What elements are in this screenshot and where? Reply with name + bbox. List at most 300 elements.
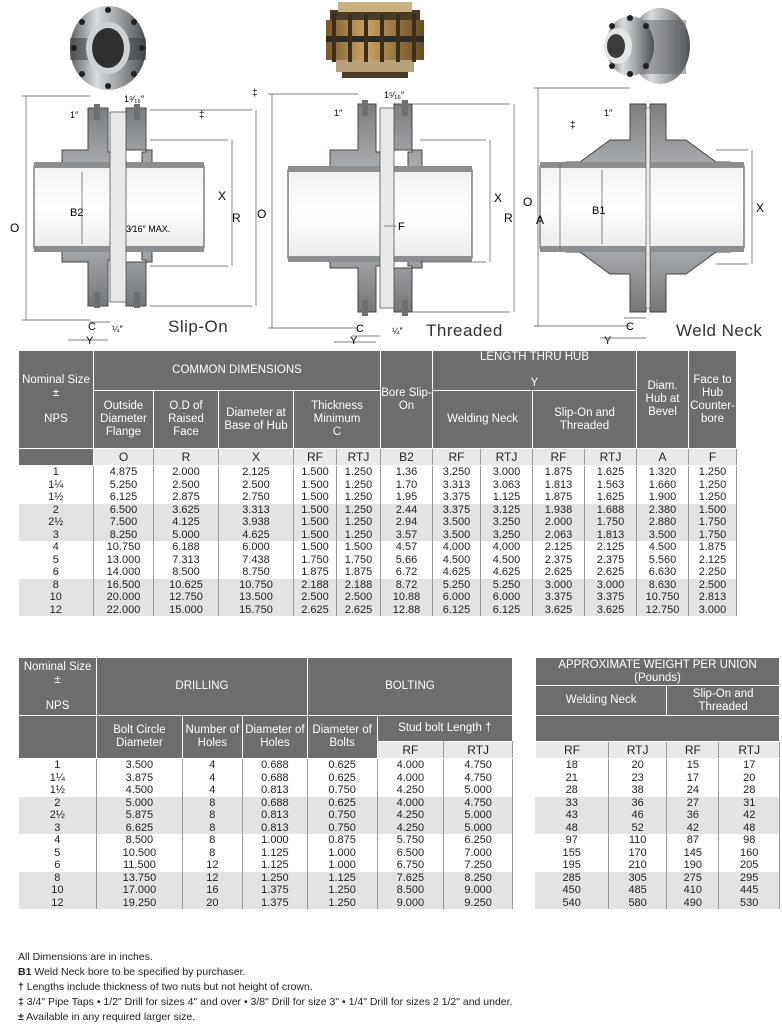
- table-cell: 13.500: [219, 591, 294, 604]
- table-cell: 6.750: [377, 859, 444, 872]
- table-cell: 210: [608, 859, 666, 872]
- table-cell: 4.000: [377, 797, 444, 810]
- table-cell: 87: [667, 834, 719, 847]
- table-cell: 36: [608, 797, 666, 810]
- table-cell: 3.313: [433, 479, 481, 492]
- table-row: [19, 504, 781, 517]
- table-cell: 170: [608, 847, 666, 860]
- max-gap-label: 3⁄16″ MAX.: [126, 224, 171, 234]
- nominal-size-cell: 2½: [19, 516, 94, 529]
- table-cell: 20: [182, 897, 242, 910]
- table-cell: 1.250: [337, 466, 381, 479]
- welding-neck-header: Welding Neck: [433, 391, 533, 449]
- table-cell: 5.250: [94, 479, 154, 492]
- table-cell: 10.88: [381, 591, 433, 604]
- nominal-size-cell: 1½: [19, 491, 94, 504]
- raised-face-header: O.D of Raised Face: [154, 391, 219, 449]
- dim-c-label-2: C: [356, 323, 364, 335]
- table-cell: 0.625: [307, 797, 377, 810]
- table-cell: 3.375: [533, 591, 585, 604]
- t1-subheader: A: [637, 449, 689, 466]
- nominal-size-cell: 1: [19, 759, 97, 772]
- table-cell: 2.44: [381, 504, 433, 517]
- table-cell: 410: [667, 884, 719, 897]
- table-cell: 1.500: [689, 504, 737, 517]
- table-cell: 12.750: [154, 591, 219, 604]
- dim-o-label-3: O: [523, 195, 533, 209]
- table-cell: 1.000: [307, 847, 377, 860]
- table-cell: 5.750: [377, 834, 444, 847]
- weight-header: APPROXIMATE WEIGHT PER UNION (Pounds): [535, 658, 779, 686]
- nominal-size-cell: 1: [19, 466, 94, 479]
- nominal-size-cell: 4: [19, 541, 94, 554]
- table-cell: 1.750: [689, 516, 737, 529]
- table-cell: 17.000: [97, 884, 182, 897]
- table-cell: 20: [608, 759, 666, 772]
- nominal-size-cell: 5: [19, 847, 97, 860]
- dim-f-label: F: [398, 221, 405, 233]
- table-cell: 1.320: [637, 466, 689, 479]
- slip-on-caption: Slip-On: [168, 317, 229, 336]
- table-cell: 2.125: [219, 466, 294, 479]
- table-cell: 1.250: [689, 491, 737, 504]
- table-cell: 1.938: [533, 504, 585, 517]
- table-row: [19, 579, 781, 592]
- table-cell: 42: [667, 822, 719, 835]
- note-units: All Dimensions are in inches.: [18, 951, 153, 963]
- pipe-tap-mark-2: ‡: [252, 88, 258, 99]
- nominal-size-cell: 1¼: [19, 772, 97, 785]
- dim-a-label: A: [536, 213, 545, 227]
- table-cell: 23: [608, 772, 666, 785]
- table-cell: 1.250: [243, 872, 308, 885]
- table-cell: 3.125: [481, 504, 533, 517]
- t1-subheader: RF: [294, 449, 337, 466]
- note-b1: B1 Weld Neck bore to be specified by purchaser.: [18, 966, 246, 978]
- dim-y-label-2: Y: [350, 335, 358, 345]
- table-cell: 4.750: [444, 772, 513, 785]
- table-cell: 4: [182, 759, 242, 772]
- table-cell: 7.250: [444, 859, 513, 872]
- table-cell: 2.000: [533, 516, 585, 529]
- table-cell: 0.813: [243, 822, 308, 835]
- table-row: [19, 897, 780, 910]
- one-inch-label-2: 1″: [334, 108, 343, 118]
- table-row: [19, 479, 781, 492]
- table-cell: 12.88: [381, 604, 433, 617]
- table-row: [19, 809, 780, 822]
- table-cell: 43: [535, 809, 608, 822]
- nominal-size-header-2: Nominal Size ± NPS: [19, 658, 97, 716]
- dim-x-label: X: [218, 189, 227, 203]
- table-cell: 3.000: [481, 466, 533, 479]
- table-cell: 0.750: [307, 784, 377, 797]
- length-thru-hub-header: LENGTH THRU HUB Y: [433, 351, 637, 391]
- table-cell: 2.500: [689, 579, 737, 592]
- table-cell: 1.95: [381, 491, 433, 504]
- table-cell: 6.500: [377, 847, 444, 860]
- table-cell: 2.625: [533, 566, 585, 579]
- table-row: [19, 604, 781, 617]
- slip-on-drawing: [10, 94, 256, 345]
- table-cell: 0.813: [243, 784, 308, 797]
- table-cell: 8: [182, 834, 242, 847]
- diameter-bolts-header: Diameter of Bolts: [307, 716, 377, 759]
- table-cell: 1.500: [294, 491, 337, 504]
- nominal-size-cell: 1¼: [19, 479, 94, 492]
- table-cell: 1.375: [243, 897, 308, 910]
- table-cell: 3.938: [219, 516, 294, 529]
- table-cell: 48: [719, 822, 780, 835]
- table-cell: 530: [719, 897, 780, 910]
- table-cell: 10.625: [154, 579, 219, 592]
- outside-diameter-header: Outside Diameter Flange: [94, 391, 154, 449]
- threaded-caption: Threaded: [426, 321, 503, 340]
- table-row: [19, 784, 780, 797]
- dim-b1-label: B1: [592, 205, 606, 217]
- table-cell: 485: [608, 884, 666, 897]
- table-cell: 2.625: [585, 566, 637, 579]
- table-cell: 1.563: [585, 479, 637, 492]
- nominal-size-cell: 8: [19, 872, 97, 885]
- table-cell: 98: [719, 834, 780, 847]
- drilling-header: DRILLING: [97, 658, 308, 716]
- table-cell: 3.500: [637, 529, 689, 542]
- table-cell: 0.875: [307, 834, 377, 847]
- table-cell: 1.625: [585, 466, 637, 479]
- flange-drawings: [0, 0, 782, 345]
- table-cell: 11.500: [97, 859, 182, 872]
- table-cell: 3.625: [585, 604, 637, 617]
- table-cell: 2.375: [585, 554, 637, 567]
- table-cell: 1.750: [294, 554, 337, 567]
- table-cell: 160: [719, 847, 780, 860]
- table-row: [19, 822, 780, 835]
- table-cell: 2.380: [637, 504, 689, 517]
- table-cell: 2.880: [637, 516, 689, 529]
- table-cell: 1.500: [294, 516, 337, 529]
- table-cell: 4.250: [377, 809, 444, 822]
- table-cell: 3.375: [433, 491, 481, 504]
- nominal-size-cell: 10: [19, 884, 97, 897]
- note-double-dagger: ‡ 3/4" Pipe Taps • 1/2" Drill for sizes 4" and over • 3/8" Drill for size 3" • 1/4" Drill for sizes 2 1/2" and under.: [18, 996, 513, 1008]
- table-cell: 2.625: [294, 604, 337, 617]
- table-cell: 10.750: [94, 541, 154, 554]
- blank-subheader: [19, 449, 94, 466]
- table-cell: 2.250: [689, 566, 737, 579]
- table-cell: 6.125: [433, 604, 481, 617]
- table-cell: 4.875: [94, 466, 154, 479]
- top-dim-label: 1⁵⁄₁₆″: [124, 94, 145, 104]
- table-cell: 145: [667, 847, 719, 860]
- table-cell: 15.750: [219, 604, 294, 617]
- common-dimensions-header: COMMON DIMENSIONS: [94, 351, 381, 391]
- table-cell: 46: [608, 809, 666, 822]
- table-cell: 5.000: [97, 797, 182, 810]
- table-cell: 5.560: [637, 554, 689, 567]
- table-cell: 9.000: [444, 884, 513, 897]
- table-cell: 1.125: [307, 872, 377, 885]
- table-cell: 1.875: [689, 541, 737, 554]
- table-cell: 36: [667, 809, 719, 822]
- t1-subheader: X: [219, 449, 294, 466]
- table-cell: 9.000: [377, 897, 444, 910]
- table-cell: 3.063: [481, 479, 533, 492]
- table-cell: 16.500: [94, 579, 154, 592]
- table-cell: 4.750: [444, 759, 513, 772]
- table-cell: 1.500: [294, 541, 337, 554]
- table-cell: 3.375: [585, 591, 637, 604]
- table-cell: 3.250: [481, 529, 533, 542]
- table-cell: 10.750: [219, 579, 294, 592]
- dim-c-label: C: [88, 321, 96, 333]
- dim-o-label-2: O: [257, 207, 267, 221]
- table-cell: 1.250: [689, 466, 737, 479]
- table-cell: 1.750: [585, 516, 637, 529]
- table-cell: 6.000: [219, 541, 294, 554]
- nominal-size-cell: 12: [19, 604, 94, 617]
- table-cell: 2.875: [154, 491, 219, 504]
- table-cell: 3.250: [481, 516, 533, 529]
- table-cell: 8.250: [94, 529, 154, 542]
- table-cell: 8.750: [219, 566, 294, 579]
- table-row: [19, 516, 781, 529]
- table-cell: 0.625: [307, 759, 377, 772]
- table-cell: 1.36: [381, 466, 433, 479]
- table-cell: 3.000: [689, 604, 737, 617]
- table-cell: 5.66: [381, 554, 433, 567]
- table-cell: 8.500: [377, 884, 444, 897]
- table-cell: 1.250: [337, 479, 381, 492]
- top-dim-label-2: 1⁵⁄₁₆″: [384, 90, 405, 100]
- table-cell: 4.625: [481, 566, 533, 579]
- bolting-header: BOLTING: [307, 658, 512, 716]
- table-cell: 4.625: [219, 529, 294, 542]
- t1-subheader: B2: [381, 449, 433, 466]
- table-cell: 580: [608, 897, 666, 910]
- table-cell: 12: [182, 872, 242, 885]
- table-cell: 2.500: [337, 591, 381, 604]
- table-cell: 0.688: [243, 772, 308, 785]
- table-cell: 8: [182, 809, 242, 822]
- table-cell: 1.813: [585, 529, 637, 542]
- thickness-header: Thickness Minimum C: [294, 391, 381, 449]
- drilling-bolting-table: [18, 657, 780, 909]
- table-cell: 8: [182, 847, 242, 860]
- table-row: [19, 491, 781, 504]
- table-cell: 3.000: [585, 579, 637, 592]
- table-cell: 31: [719, 797, 780, 810]
- table-cell: 110: [608, 834, 666, 847]
- table-cell: 18: [535, 759, 608, 772]
- diameter-holes-header: Diameter of Holes: [243, 716, 308, 759]
- table-cell: 9.250: [444, 897, 513, 910]
- table-cell: 3.375: [433, 504, 481, 517]
- pipe-tap-mark-3: ‡: [570, 120, 576, 131]
- table-cell: 2.188: [337, 579, 381, 592]
- table-cell: 52: [608, 822, 666, 835]
- table-cell: 2.188: [294, 579, 337, 592]
- nominal-size-cell: 3: [19, 822, 97, 835]
- table-cell: 6.125: [481, 604, 533, 617]
- table-cell: 4.500: [481, 554, 533, 567]
- table-cell: 4.000: [481, 541, 533, 554]
- table-cell: 1.875: [533, 466, 585, 479]
- table-cell: 445: [719, 884, 780, 897]
- dim-y-label-3: Y: [604, 335, 612, 345]
- table-cell: 38: [608, 784, 666, 797]
- table-cell: 5.000: [444, 822, 513, 835]
- pipe-tap-mark: ‡: [199, 110, 205, 121]
- quarter-label: ¼″: [112, 324, 123, 334]
- note-plus-minus: ± Available in any required larger size.: [18, 1011, 196, 1023]
- table-cell: 6.000: [433, 591, 481, 604]
- table-cell: 5.000: [444, 784, 513, 797]
- table-cell: 5.000: [444, 809, 513, 822]
- table-cell: 3.313: [219, 504, 294, 517]
- table-cell: 1.900: [637, 491, 689, 504]
- table-cell: 1.250: [337, 529, 381, 542]
- t2-subheader: RF: [535, 742, 608, 759]
- dim-b2-label: B2: [70, 207, 84, 219]
- table-cell: 4.500: [637, 541, 689, 554]
- table-cell: 7.313: [154, 554, 219, 567]
- table-cell: 4.125: [154, 516, 219, 529]
- table-cell: 2.125: [533, 541, 585, 554]
- diam-hub-header: Diam. Hub at Bevel: [637, 351, 689, 449]
- dim-x-label-2: X: [494, 191, 503, 205]
- quarter-label-2: ¼″: [392, 326, 403, 336]
- table-cell: 2.94: [381, 516, 433, 529]
- footnotes: [18, 950, 778, 1025]
- table-cell: 155: [535, 847, 608, 860]
- table-cell: 3.625: [154, 504, 219, 517]
- t1-subheader: R: [154, 449, 219, 466]
- slip-on-threaded-header: Slip-On and Threaded: [533, 391, 637, 449]
- table-cell: 7.625: [377, 872, 444, 885]
- common-dimensions-table: [18, 350, 781, 616]
- threaded-drawing: [252, 88, 514, 345]
- wn-weight-header: Welding Neck: [535, 686, 666, 716]
- table-cell: 1.250: [307, 897, 377, 910]
- table-cell: 1.500: [294, 479, 337, 492]
- table-cell: 1.375: [243, 884, 308, 897]
- bolt-circle-header: Bolt Circle Diameter: [97, 716, 182, 759]
- nominal-size-header: Nominal Size ± NPS: [19, 351, 94, 449]
- table-cell: 1.750: [337, 554, 381, 567]
- table-cell: 19.250: [97, 897, 182, 910]
- face-to-hub-header: Face to Hub Counter-bore: [689, 351, 737, 449]
- table-cell: 6.72: [381, 566, 433, 579]
- dim-c-label-3: C: [626, 321, 634, 333]
- table-cell: 0.688: [243, 759, 308, 772]
- table-cell: 13.000: [94, 554, 154, 567]
- table-cell: 3.500: [433, 516, 481, 529]
- table-cell: 2.625: [337, 604, 381, 617]
- table-cell: 450: [535, 884, 608, 897]
- table-cell: 285: [535, 872, 608, 885]
- table-cell: 8.500: [97, 834, 182, 847]
- table-cell: 1.500: [294, 466, 337, 479]
- table-cell: 16: [182, 884, 242, 897]
- table-cell: 540: [535, 897, 608, 910]
- table-cell: 4: [182, 784, 242, 797]
- table-cell: 4.625: [433, 566, 481, 579]
- weld-neck-drawing: [523, 88, 764, 345]
- table-cell: 4.500: [97, 784, 182, 797]
- table-cell: 48: [535, 822, 608, 835]
- table-cell: 15.000: [154, 604, 219, 617]
- nominal-size-cell: 6: [19, 566, 94, 579]
- table-cell: 3.500: [97, 759, 182, 772]
- table-cell: 13.750: [97, 872, 182, 885]
- table-cell: 2.125: [585, 541, 637, 554]
- table-cell: 8.72: [381, 579, 433, 592]
- t1-subheader: RTJ: [337, 449, 381, 466]
- note-dagger: † Lengths include thickness of two nuts but not height of crown.: [18, 981, 313, 993]
- table-cell: 7.438: [219, 554, 294, 567]
- table-cell: 1.500: [337, 541, 381, 554]
- table-cell: 20.000: [94, 591, 154, 604]
- table-row: [19, 759, 780, 772]
- table-row: [19, 772, 780, 785]
- nominal-size-cell: 6: [19, 859, 97, 872]
- nominal-size-cell: 10: [19, 591, 94, 604]
- table-cell: 1.813: [533, 479, 585, 492]
- table-cell: 0.625: [307, 772, 377, 785]
- table-cell: 2.125: [689, 554, 737, 567]
- t2-subheader: RTJ: [444, 742, 513, 759]
- table-cell: 1.688: [585, 504, 637, 517]
- table-cell: 190: [667, 859, 719, 872]
- table-cell: 4.250: [377, 822, 444, 835]
- t1-subheader: RTJ: [481, 449, 533, 466]
- table-cell: 5.250: [433, 579, 481, 592]
- table-cell: 4.750: [444, 797, 513, 810]
- table-cell: 1.875: [294, 566, 337, 579]
- table-cell: 3.625: [533, 604, 585, 617]
- table-cell: 490: [667, 897, 719, 910]
- table-cell: 1.125: [243, 859, 308, 872]
- dim-r-label-2: R: [504, 211, 513, 225]
- one-inch-label-3: 1″: [604, 108, 613, 118]
- table-cell: 2.750: [219, 491, 294, 504]
- nominal-size-cell: 3: [19, 529, 94, 542]
- table-cell: 10.750: [637, 591, 689, 604]
- table-cell: 2.500: [294, 591, 337, 604]
- table-row: [19, 797, 780, 810]
- weight-spacer: [535, 716, 779, 742]
- table-cell: 1.660: [637, 479, 689, 492]
- table-cell: 2.063: [533, 529, 585, 542]
- nominal-size-cell: 5: [19, 554, 94, 567]
- t2-subheader: RTJ: [719, 742, 780, 759]
- table-row: [19, 566, 781, 579]
- weld-neck-caption: Weld Neck: [676, 321, 763, 340]
- table-cell: 6.125: [94, 491, 154, 504]
- table-cell: 17: [719, 759, 780, 772]
- table-cell: 6.000: [481, 591, 533, 604]
- table-cell: 8: [182, 797, 242, 810]
- table-cell: 1.250: [337, 516, 381, 529]
- table-cell: 42: [719, 809, 780, 822]
- dim-r-label: R: [232, 211, 241, 225]
- t2-subheader: RTJ: [608, 742, 666, 759]
- nominal-size-cell: 4: [19, 834, 97, 847]
- table-cell: 12.750: [637, 604, 689, 617]
- dim-x-label-3: X: [756, 201, 765, 215]
- table-cell: 0.750: [307, 809, 377, 822]
